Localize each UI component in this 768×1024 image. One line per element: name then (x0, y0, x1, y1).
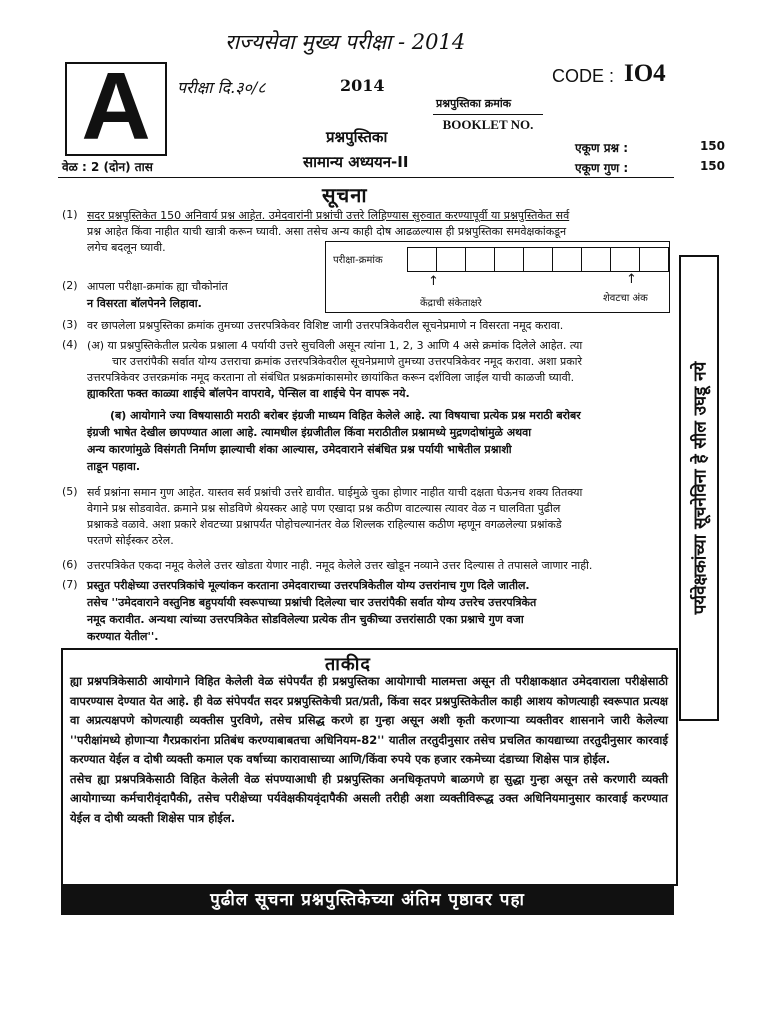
instruction-line: करण्यात येतील''. (87, 630, 159, 643)
booklet-series-letter: A (81, 53, 151, 160)
warning-heading: ताकीद (325, 654, 371, 675)
instruction-line: लगेच बदलून घ्यावी. (87, 241, 166, 254)
instruction-line: (अ) या प्रश्नपुस्तिकेतील प्रत्येक प्रश्नाला 4 पर्यायी उत्तरे सुचविली असून त्यांना 1, 2, 3 आणि 4 असे क्रमांक दिलेले आहेत. त्या (87, 339, 583, 352)
item-number: (6) (62, 558, 78, 571)
instruction-line: सर्व प्रश्नांना समान गुण आहेत. यास्तव सर्व प्रश्नांची उत्तरे द्यावीत. घाईमुळे चुका होणार नाहीत याची दक्षता घेऊनच शक्य तितक्या (87, 486, 583, 499)
instruction-line: न विसरता बॉलपेनने लिहावा. (87, 297, 202, 310)
roll-cell[interactable] (407, 247, 437, 272)
up-arrow-icon: ↑ (626, 272, 637, 287)
total-questions-label: एकूण प्रश्न : (575, 141, 628, 155)
instruction-line: परतणे सोईस्कर ठरेल. (87, 534, 174, 547)
up-arrow-icon: ↑ (428, 274, 439, 289)
seal-notice-text: पर्यवेक्षकांच्या सूचनेविना हे सील उघडू नये (690, 361, 711, 615)
item-number: (4) (62, 338, 78, 351)
roll-cell[interactable] (436, 247, 466, 272)
booklet-number-label-english: BOOKLET NO. (433, 114, 543, 133)
handwritten-exam-date: परीक्षा दि.३०/८ (177, 78, 266, 97)
roll-cell[interactable] (494, 247, 524, 272)
code-value: IO4 (624, 60, 666, 87)
instruction-line: प्रस्तुत परीक्षेच्या उत्तरपत्रिकांचे मूल्यांकन करताना उमेदवाराच्या उत्तरपत्रिकेतील योग्य उत्तरांनाच गुण दिले जातील. (87, 579, 530, 592)
total-questions-value: 150 (699, 139, 725, 153)
instruction-line: अन्य कारणांमुळे विसंगती निर्माण झाल्याची शंका आल्यास, उमेदवाराने संबंधित प्रश्न पर्यायी भाषेतील प्रश्नाशी (87, 443, 512, 456)
instruction-line: प्रश्न आहेत किंवा नाहीत याची खात्री करून घ्यावी. असा तसेच अन्य काही दोष आढळल्यास ही प्रश्नपुस्तिका समवेक्षकांकडून (87, 225, 567, 238)
booklet-series-box (65, 53, 167, 160)
code-label: CODE : (552, 66, 615, 86)
item-number: (2) (62, 279, 78, 292)
instruction-line: इंग्रजी भाषेत देखील छापण्यात आला आहे. त्यामधील इंग्रजीतील किंवा मराठीतील प्रश्नामध्ये मुद्रणदोषांमुळे अथवा (87, 426, 532, 439)
seal-notice-bar (679, 255, 719, 721)
item-number: (1) (62, 208, 78, 221)
instruction-line: तसेच ''उमेदवाराने वस्तुनिष्ठ बहुपर्यायी स्वरूपाच्या प्रश्नांची दिलेल्या चार उत्तरांपैकी सर्वात योग्य उत्तरेच उत्तरपत्रिकेत (87, 596, 537, 609)
instructions-heading: सूचना (322, 183, 368, 207)
booklet-number-label-marathi: प्रश्नपुस्तिका क्रमांक (436, 97, 512, 110)
exam-duration: वेळ : 2 (दोन) तास (62, 160, 153, 174)
instruction-line: (ब) आयोगाने ज्या विषयासाठी मराठी बरोबर इंग्रजी माध्यम विहित केलेले आहे. त्या विषयाचा प्रत्येक प्रश्न मराठी बरोबर (110, 409, 581, 422)
roll-number-label: परीक्षा-क्रमांक (333, 255, 383, 266)
instruction-line: ताडून पहावा. (87, 460, 141, 473)
item-number: (7) (62, 578, 78, 591)
roll-number-grid[interactable] (408, 247, 669, 272)
item-number: (3) (62, 318, 78, 331)
roll-cell[interactable] (523, 247, 553, 272)
instruction-line: आपला परीक्षा-क्रमांक ह्या चौकोनांत (87, 280, 228, 293)
item-number: (5) (62, 485, 78, 498)
instruction-line: ह्याकरिता फक्त काळ्या शाईचे बॉलपेन वापरावे, पेन्सिल वा शाईचे पेन वापरू नये. (87, 387, 410, 400)
last-digit-label: शेवटचा अंक (603, 293, 648, 304)
center-code-label: केंद्राची संकेताक्षरे (420, 298, 482, 309)
total-marks-value: 150 (699, 159, 725, 173)
roll-cell[interactable] (639, 247, 669, 272)
instruction-line: सदर प्रश्नपुस्तिकेत 150 अनिवार्य प्रश्न आहेत. उमेदवारांनी प्रश्नांची उत्तरे लिहिण्यास सुरुवात करण्यापूर्वी या प्रश्नपुस्तिकेत सर्व (87, 209, 570, 222)
total-questions (575, 139, 725, 156)
subject-title: सामान्य अध्ययन-II (303, 153, 409, 171)
roll-cell[interactable] (581, 247, 611, 272)
footer-banner: पुढील सूचना प्रश्नपुस्तिकेच्या अंतिम पृष्ठावर पहा (61, 885, 674, 915)
instruction-line: चार उत्तरांपैकी सर्वात योग्य उत्तराचा क्रमांक उत्तरपत्रिकेवरील सूचनेप्रमाणे तुमच्या उत्तरपत्रिकेवर नमूद करावा. अशा प्रकारे (112, 355, 583, 368)
instruction-line: वर छापलेला प्रश्नपुस्तिका क्रमांक तुमच्या उत्तरपत्रिकेवर विशिष्ट जागी उत्तरपत्रिकेवरील सूचनेप्रमाणे न विसरता नमूद करावा. (87, 319, 564, 332)
instruction-line: वेगाने प्रश्न सोडवावेत. क्रमाने प्रश्न सोडविणे श्रेयस्कर आहे पण एखादा प्रश्न कठीण वाटल्यास त्यावर वेळ न घालविता पुढील (87, 502, 561, 515)
printed-year: 2014 (340, 76, 385, 95)
header-divider (58, 177, 674, 178)
total-marks (575, 159, 725, 176)
booklet-title: प्रश्नपुस्तिका (326, 128, 388, 146)
roll-cell[interactable] (552, 247, 582, 272)
warning-paragraph: तसेच ह्या प्रश्नपत्रिकेसाठी विहित केलेली वेळ संपण्याआधी ही प्रश्नपुस्तिका अनधिकृतपणे बाळगणे हा सुद्धा गुन्हा असून तसे करणारी व्यक्ती आयोगाच्या कर्मचारीवृंदापैकी, तसेच परीक्षेच्या पर्यवेक्षकीयवृंदापैकी असली तरीही अशा व्यक्तीविरूद्ध उक्त अधिनियमानुसार कारवाई करण्यात येईल व दोषी व्यक्ती शिक्षेस पात्र होईल. (70, 771, 668, 825)
handwritten-exam-title: राज्यसेवा मुख्य परीक्षा - 2014 (225, 30, 466, 54)
total-marks-label: एकूण गुण : (575, 161, 629, 175)
warning-paragraph: ह्या प्रश्नपत्रिकेसाठी आयोगाने विहित केलेली वेळ संपेपर्यंत ही प्रश्नपुस्तिका आयोगाची मालमत्ता असून ती परीक्षाकक्षात उमेदवाराला परीक्षेसाठी वापरण्यास देण्यात येत आहे. ही वेळ संपेपर्यंत सदर प्रश्नपुस्तिकेची प्रत/प्रती, किंवा सदर प्रश्नपुस्तिकेतील काही आशय कोणत्याही स्वरूपात प्रत्यक्ष वा अप्रत्यक्षपणे कोणत्याही व्यक्तीस पुरविणे, तसेच प्रसिद्ध करणे हा गुन्हा असून अशी कृती करणाऱ्या व्यक्तीवर शासनाने जारी केलेल्या ''परीक्षांमध्ये होणाऱ्या गैरप्रकारांना प्रतिबंध करण्याबाबतचा अधिनियम-82'' यातील तरतुदीनुसार तसेच प्रचलित कायद्याच्या तरतुदीनुसार कारवाई करण्यात येईल व दोषी व्यक्ती कमाल एक वर्षाच्या कारावासाच्या आणि/किंवा रुपये एक हजार रकमेच्या दंडाच्या शिक्षेस पात्र होईल. (70, 674, 668, 766)
instruction-line: उत्तरपत्रिकेवर उत्तरक्रमांक नमूद करताना तो संबंधित प्रश्नक्रमांकासमोर छायांकित करून दर्शविला जाईल याची काळजी घ्यावी. (87, 371, 575, 384)
roll-cell[interactable] (610, 247, 640, 272)
warning-body (70, 672, 668, 828)
instruction-line: प्रश्नाकडे वळावे. अशा प्रकारे शेवटच्या प्रश्नापर्यंत पोहोचल्यानंतर वेळ शिल्लक राहिल्यास कठीण म्हणून वगळलेल्या प्रश्नांकडे (87, 518, 562, 531)
roll-cell[interactable] (465, 247, 495, 272)
instruction-line: नमूद करावीत. अन्यथा त्यांच्या उत्तरपत्रिकेत सोडविलेल्या प्रत्येक तीन चुकीच्या उत्तरांसाठी एका प्रश्नाचे गुण वजा (87, 613, 524, 626)
instruction-line: उत्तरपत्रिकेत एकदा नमूद केलेले उत्तर खोडता येणार नाही. नमूद केलेले उत्तर खोडून नव्याने उत्तर दिल्यास ते तपासले जाणार नाही. (87, 559, 593, 572)
